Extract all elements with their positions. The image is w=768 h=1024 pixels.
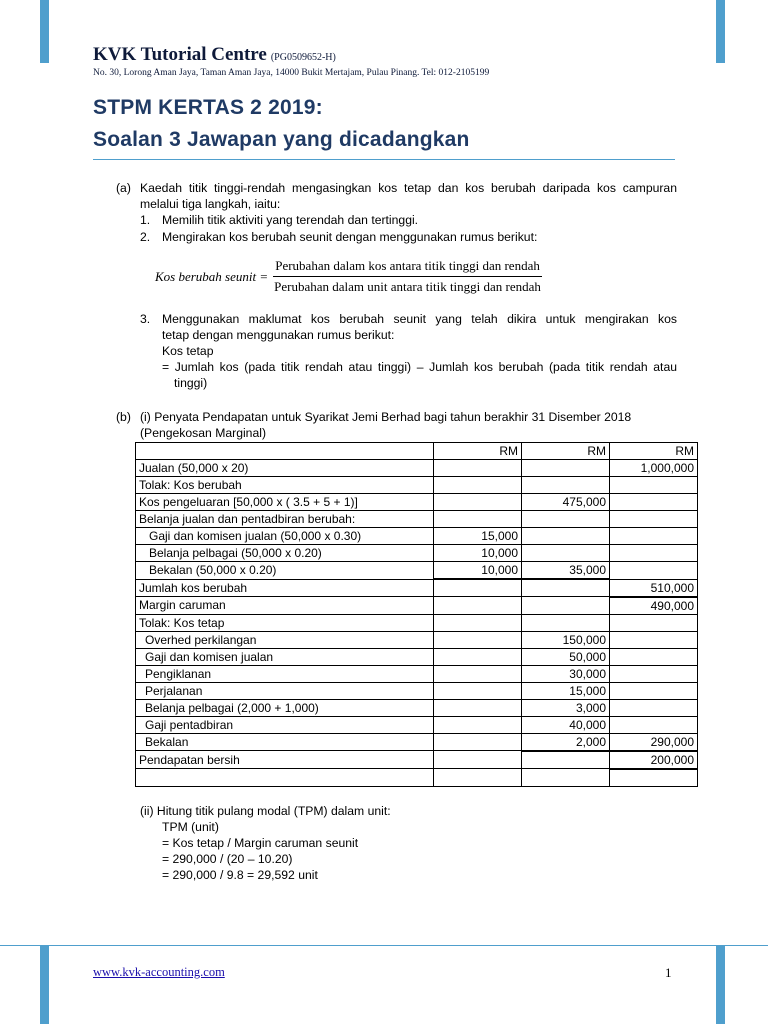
table-row [136, 562, 698, 580]
table-header-cell: RM [522, 443, 610, 460]
amount-cell: 150,000 [522, 631, 610, 648]
step-1-text: Memilih titik aktiviti yang terendah dan tertinggi. [162, 213, 419, 227]
table-row [136, 477, 698, 494]
row-label: Jualan (50,000 x 20) [136, 460, 434, 477]
amount-cell [610, 494, 698, 511]
amount-cell [434, 511, 522, 528]
amount-cell: 35,000 [522, 562, 610, 580]
table-row [136, 733, 698, 751]
amount-cell [434, 631, 522, 648]
row-label: Belanja pelbagai (2,000 + 1,000) [136, 699, 434, 716]
amount-cell: 3,000 [522, 699, 610, 716]
step-3-line3: Kos tetap [162, 344, 214, 358]
part-a-label: (a) [116, 181, 131, 195]
amount-cell [610, 477, 698, 494]
table-row [136, 682, 698, 699]
step-3-line2: tetap dengan menggunakan rumus berikut: [162, 328, 395, 342]
amount-cell [610, 769, 698, 787]
registration-number: (PG0509652-H) [270, 52, 336, 63]
amount-cell [610, 631, 698, 648]
amount-cell: 40,000 [522, 716, 610, 733]
step-1-number: 1. [140, 213, 151, 227]
calc-line: TPM (unit) [162, 820, 219, 834]
table-header-cell: RM [610, 443, 698, 460]
table-header-row [136, 443, 698, 460]
amount-cell [434, 733, 522, 751]
table-row [136, 631, 698, 648]
table-header-cell: RM [434, 443, 522, 460]
row-label: Kos pengeluaran [50,000 x ( 3.5 + 5 + 1)] [136, 494, 434, 511]
table-row [136, 665, 698, 682]
row-label: Overhed perkilangan [136, 631, 434, 648]
company-title: KVK Tutorial Centre [93, 44, 267, 65]
amount-cell: 290,000 [610, 733, 698, 751]
amount-cell [610, 716, 698, 733]
amount-cell: 510,000 [610, 579, 698, 597]
amount-cell [434, 648, 522, 665]
amount-cell [522, 769, 610, 787]
calc-line: = Kos tetap / Margin caruman seunit [162, 836, 359, 850]
amount-cell [434, 614, 522, 631]
decorative-bar-bottom-right [716, 945, 725, 1024]
amount-cell [434, 699, 522, 716]
amount-cell: 15,000 [522, 682, 610, 699]
amount-cell [522, 597, 610, 615]
table-row [136, 769, 698, 787]
company-address: No. 30, Lorong Aman Jaya, Taman Aman Jaya, 14000 Bukit Mertajam, Pulau Pinang. Tel: 012-2105199 [93, 68, 490, 78]
company-name [93, 44, 336, 66]
row-label: Gaji dan komisen jualan [136, 648, 434, 665]
amount-cell: 475,000 [522, 494, 610, 511]
formula-denominator: Perubahan dalam unit antara titik tinggi dan rendah [274, 279, 541, 294]
part-a-intro-line1: Kaedah titik tinggi-rendah mengasingkan kos tetap dan kos berubah daripada kos campuran [140, 181, 677, 195]
part-b-heading-line2: (Pengekosan Marginal) [140, 426, 267, 440]
page-subtitle: Soalan 3 Jawapan yang dicadangkan [93, 128, 470, 151]
row-label: Pendapatan bersih [136, 751, 434, 769]
website-link[interactable]: www.kvk-accounting.com [93, 965, 225, 979]
amount-cell [610, 682, 698, 699]
row-label: Belanja pelbagai (50,000 x 0.20) [136, 545, 434, 562]
amount-cell [522, 460, 610, 477]
amount-cell: 10,000 [434, 562, 522, 580]
step-3-line1: Menggunakan maklumat kos berubah seunit yang telah dikira untuk mengirakan kos [162, 312, 677, 326]
row-label: Gaji dan komisen jualan (50,000 x 0.30) [136, 528, 434, 545]
amount-cell: 15,000 [434, 528, 522, 545]
amount-cell [610, 614, 698, 631]
variable-cost-formula [155, 258, 543, 295]
table-row [136, 494, 698, 511]
table-row [136, 528, 698, 545]
table-row [136, 648, 698, 665]
amount-cell [610, 699, 698, 716]
calc-line: = 290,000 / 9.8 = 29,592 unit [162, 868, 318, 882]
table-row [136, 545, 698, 562]
amount-cell: 1,000,000 [610, 460, 698, 477]
row-label: Margin caruman [136, 597, 434, 615]
decorative-bar-top-left [40, 0, 49, 63]
row-label: Belanja jualan dan pentadbiran berubah: [136, 511, 434, 528]
amount-cell [522, 545, 610, 562]
step-3-number: 3. [140, 312, 151, 326]
calc-line: = 290,000 / (20 – 10.20) [162, 852, 293, 866]
formula-lhs: Kos berubah seunit = [155, 268, 269, 284]
table-row [136, 579, 698, 597]
table-row [136, 614, 698, 631]
amount-cell: 10,000 [434, 545, 522, 562]
row-label: Perjalanan [136, 682, 434, 699]
amount-cell: 30,000 [522, 665, 610, 682]
row-label: Jumlah kos berubah [136, 579, 434, 597]
amount-cell [522, 511, 610, 528]
row-label: Tolak: Kos tetap [136, 614, 434, 631]
part-a-intro-line2: melalui tiga langkah, iaitu: [140, 197, 281, 211]
row-label: Bekalan (50,000 x 0.20) [136, 562, 434, 580]
amount-cell: 490,000 [610, 597, 698, 615]
table-row [136, 597, 698, 615]
decorative-bar-top-right [716, 0, 725, 63]
table-header-cell [136, 443, 434, 460]
step-2-text: Mengirakan kos berubah seunit dengan menggunakan rumus berikut: [162, 230, 538, 244]
amount-cell [522, 751, 610, 769]
page-title: STPM KERTAS 2 2019: [93, 96, 323, 119]
amount-cell [434, 682, 522, 699]
formula-fraction [272, 258, 543, 295]
amount-cell [434, 494, 522, 511]
row-label: Bekalan [136, 733, 434, 751]
decorative-bar-bottom-left [40, 945, 49, 1024]
row-label: Pengiklanan [136, 665, 434, 682]
amount-cell: 2,000 [522, 733, 610, 751]
income-statement-table [135, 442, 698, 787]
amount-cell [434, 477, 522, 494]
amount-cell [434, 597, 522, 615]
amount-cell [522, 528, 610, 545]
amount-cell [434, 751, 522, 769]
amount-cell [434, 665, 522, 682]
step-3-line5: tinggi) [174, 376, 208, 390]
amount-cell [434, 579, 522, 597]
table-row [136, 716, 698, 733]
row-label [136, 769, 434, 787]
row-label: Tolak: Kos berubah [136, 477, 434, 494]
amount-cell [610, 562, 698, 580]
amount-cell [522, 614, 610, 631]
amount-cell [610, 545, 698, 562]
amount-cell [610, 511, 698, 528]
amount-cell: 50,000 [522, 648, 610, 665]
amount-cell [522, 477, 610, 494]
amount-cell [610, 648, 698, 665]
row-label: Gaji pentadbiran [136, 716, 434, 733]
amount-cell [434, 460, 522, 477]
title-underline [93, 159, 675, 160]
amount-cell [610, 665, 698, 682]
step-2-number: 2. [140, 230, 151, 244]
table-row [136, 751, 698, 769]
amount-cell [522, 579, 610, 597]
footer-divider [0, 945, 768, 946]
amount-cell [610, 528, 698, 545]
part-b-label: (b) [116, 410, 131, 424]
table-row [136, 511, 698, 528]
step-3-line4: = Jumlah kos (pada titik rendah atau tinggi) – Jumlah kos berubah (pada titik rendah atau [162, 360, 677, 374]
page-number: 1 [665, 965, 672, 980]
table-row [136, 460, 698, 477]
amount-cell [434, 716, 522, 733]
amount-cell: 200,000 [610, 751, 698, 769]
amount-cell [434, 769, 522, 787]
part-b-ii-heading: (ii) Hitung titik pulang modal (TPM) dalam unit: [140, 804, 391, 818]
table-row [136, 699, 698, 716]
part-b-heading-line1: (i) Penyata Pendapatan untuk Syarikat Jemi Berhad bagi tahun berakhir 31 Disember 2018 [140, 410, 632, 424]
formula-numerator: Perubahan dalam kos antara titik tinggi dan rendah [273, 258, 542, 277]
